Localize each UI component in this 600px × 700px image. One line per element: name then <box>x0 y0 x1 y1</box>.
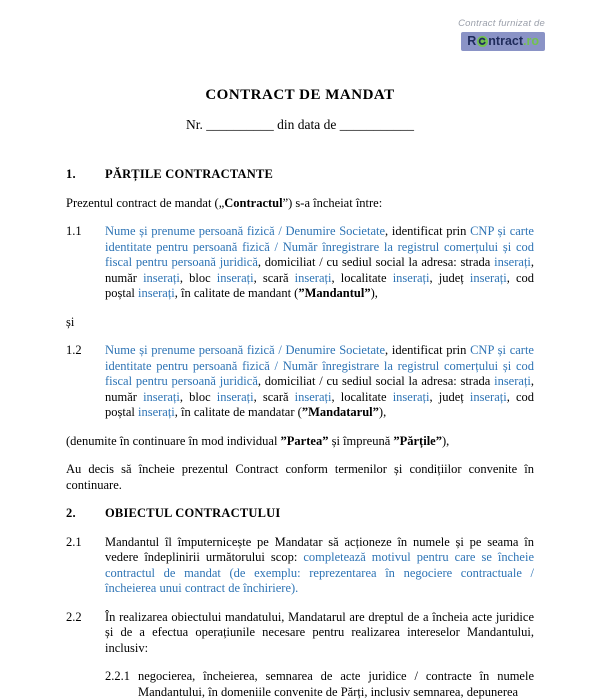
clause-text: Au decis să încheie prezentul Contract conform termenilor și condițiilor convenite în continuare. <box>66 462 534 492</box>
placeholder-text: inserați <box>216 270 254 285</box>
clause-text: Nume și prenume persoană fizică / Denumire Societate, identificat prin CNP și carte identitate pentru persoană fizică / Număr înregistrare la registrul comerțului și cod fiscal pentru persoană juridică, domiciliat / cu sediul social la adresa: strada inserați, număr inserați, bloc inserați, scară inserați, localitate inserați, județ inserați, cod poștal inserați, în calitate de mandatar (”Mandatarul”), <box>105 343 535 419</box>
section-heading <box>66 167 534 183</box>
numbered-clause <box>66 224 534 302</box>
clause-text: Prezentul contract de mandat („Contractul”) s-a încheiat între: <box>66 195 383 210</box>
document-title: CONTRACT DE MANDAT <box>205 87 395 103</box>
numbered-clause <box>105 669 534 700</box>
logo-text-suffix: .ro <box>523 34 539 48</box>
clause-text: Mandantul îl împuternicește pe Mandatar să acționeze în numele și pe seama în vedere îndeplinirii următorului scop: completează motivul pentru care se încheie contractul de mandat (de exemplu: reprezentarea în negociere contractuale / încheierea unui contract de închiriere). <box>105 534 534 595</box>
clause-text: În realizarea obiectului mandatului, Mandatarul are dreptul de a încheia acte juridice și de a efectua operațiunile necesare pentru realizarea intereselor Mandantului, inclusiv: <box>105 609 534 655</box>
placeholder-text: inserați <box>137 405 175 419</box>
clause-text: negocierea, încheierea, semnarea de acte juridice / contracte în numele Mandantului, în domeniile convenite de Părți, inclusiv semnarea, depunerea <box>138 669 534 699</box>
clause-number: 2.2 <box>66 609 82 624</box>
rontract-logo-icon <box>477 36 488 47</box>
placeholder-text: CNP și carte identitate pentru persoană fizică / Număr înregistrare la registrul comerțului și cod fiscal pentru persoană juridică <box>105 343 534 388</box>
placeholder-text: inserați <box>392 270 430 285</box>
placeholder-text: inserați <box>392 389 430 404</box>
provided-by-label: Contract furnizat de <box>458 18 545 29</box>
rontract-logo-badge <box>461 32 545 51</box>
placeholder-text: inserați <box>143 389 180 404</box>
logo-text-middle: ntract <box>488 34 524 48</box>
clause-number: 1.2 <box>66 343 82 357</box>
numbered-clause <box>66 343 534 421</box>
clause-number: 2.1 <box>66 534 82 549</box>
clause-text: (denumite în continuare în mod individual ”Partea” și împreună ”Părțile”), <box>66 433 450 448</box>
document-body <box>66 167 534 700</box>
clause-number: 2.2.1 <box>105 669 130 683</box>
placeholder-text: Nume și prenume persoană fizică / Denumire Societate <box>105 343 386 357</box>
section-heading <box>66 506 534 522</box>
placeholder-text: inserați <box>469 270 507 285</box>
clause-text: Nume și prenume persoană fizică / Denumire Societate, identificat prin CNP și carte identitate pentru persoană fizică / Număr înregistrare la registrul comerțului și cod fiscal pentru persoană juridică, domiciliat / cu sediul social la adresa: strada inserați, număr inserați, bloc inserați, scară inserați, localitate inserați, județ inserați, cod poștal inserați, în calitate de mandant (”Mandantul”), <box>105 224 535 300</box>
logo-text-prefix: R <box>467 34 477 48</box>
heading-text: PĂRȚILE CONTRACTANTE <box>105 167 274 181</box>
placeholder-text: inserați <box>294 270 332 285</box>
clause-number: 1. <box>66 167 76 181</box>
placeholder-text: inserați <box>137 286 175 300</box>
placeholder-text: inserați <box>494 374 531 388</box>
placeholder-text: completează motivul pentru care se încheie contractul de mandat (de exemplu: reprezentarea în negociere contractuale / încheierea unui contract de închiriere). <box>105 550 534 595</box>
numbered-clause <box>66 610 534 657</box>
clause-number: 1.1 <box>66 224 82 238</box>
clause-text: și <box>66 314 75 329</box>
placeholder-text: CNP și carte identitate pentru persoană fizică / Număr înregistrare la registrul comerțului și cod fiscal pentru persoană juridică <box>105 224 534 269</box>
clause-number: 2. <box>66 506 76 520</box>
paragraph <box>66 434 534 450</box>
placeholder-text: inserați <box>494 255 531 269</box>
contract-number-line: Nr. __________ din data de ___________ <box>186 117 414 132</box>
placeholder-text: inserați <box>216 389 254 404</box>
placeholder-text: Nume și prenume persoană fizică / Denumire Societate <box>105 224 386 238</box>
header <box>458 18 545 51</box>
paragraph <box>66 196 534 212</box>
placeholder-text: inserați <box>469 389 507 404</box>
heading-text: OBIECTUL CONTRACTULUI <box>105 506 281 520</box>
numbered-clause <box>66 535 534 597</box>
placeholder-text: inserați <box>143 270 180 285</box>
paragraph <box>66 315 534 331</box>
paragraph <box>66 462 534 493</box>
placeholder-text: inserați <box>294 389 332 404</box>
